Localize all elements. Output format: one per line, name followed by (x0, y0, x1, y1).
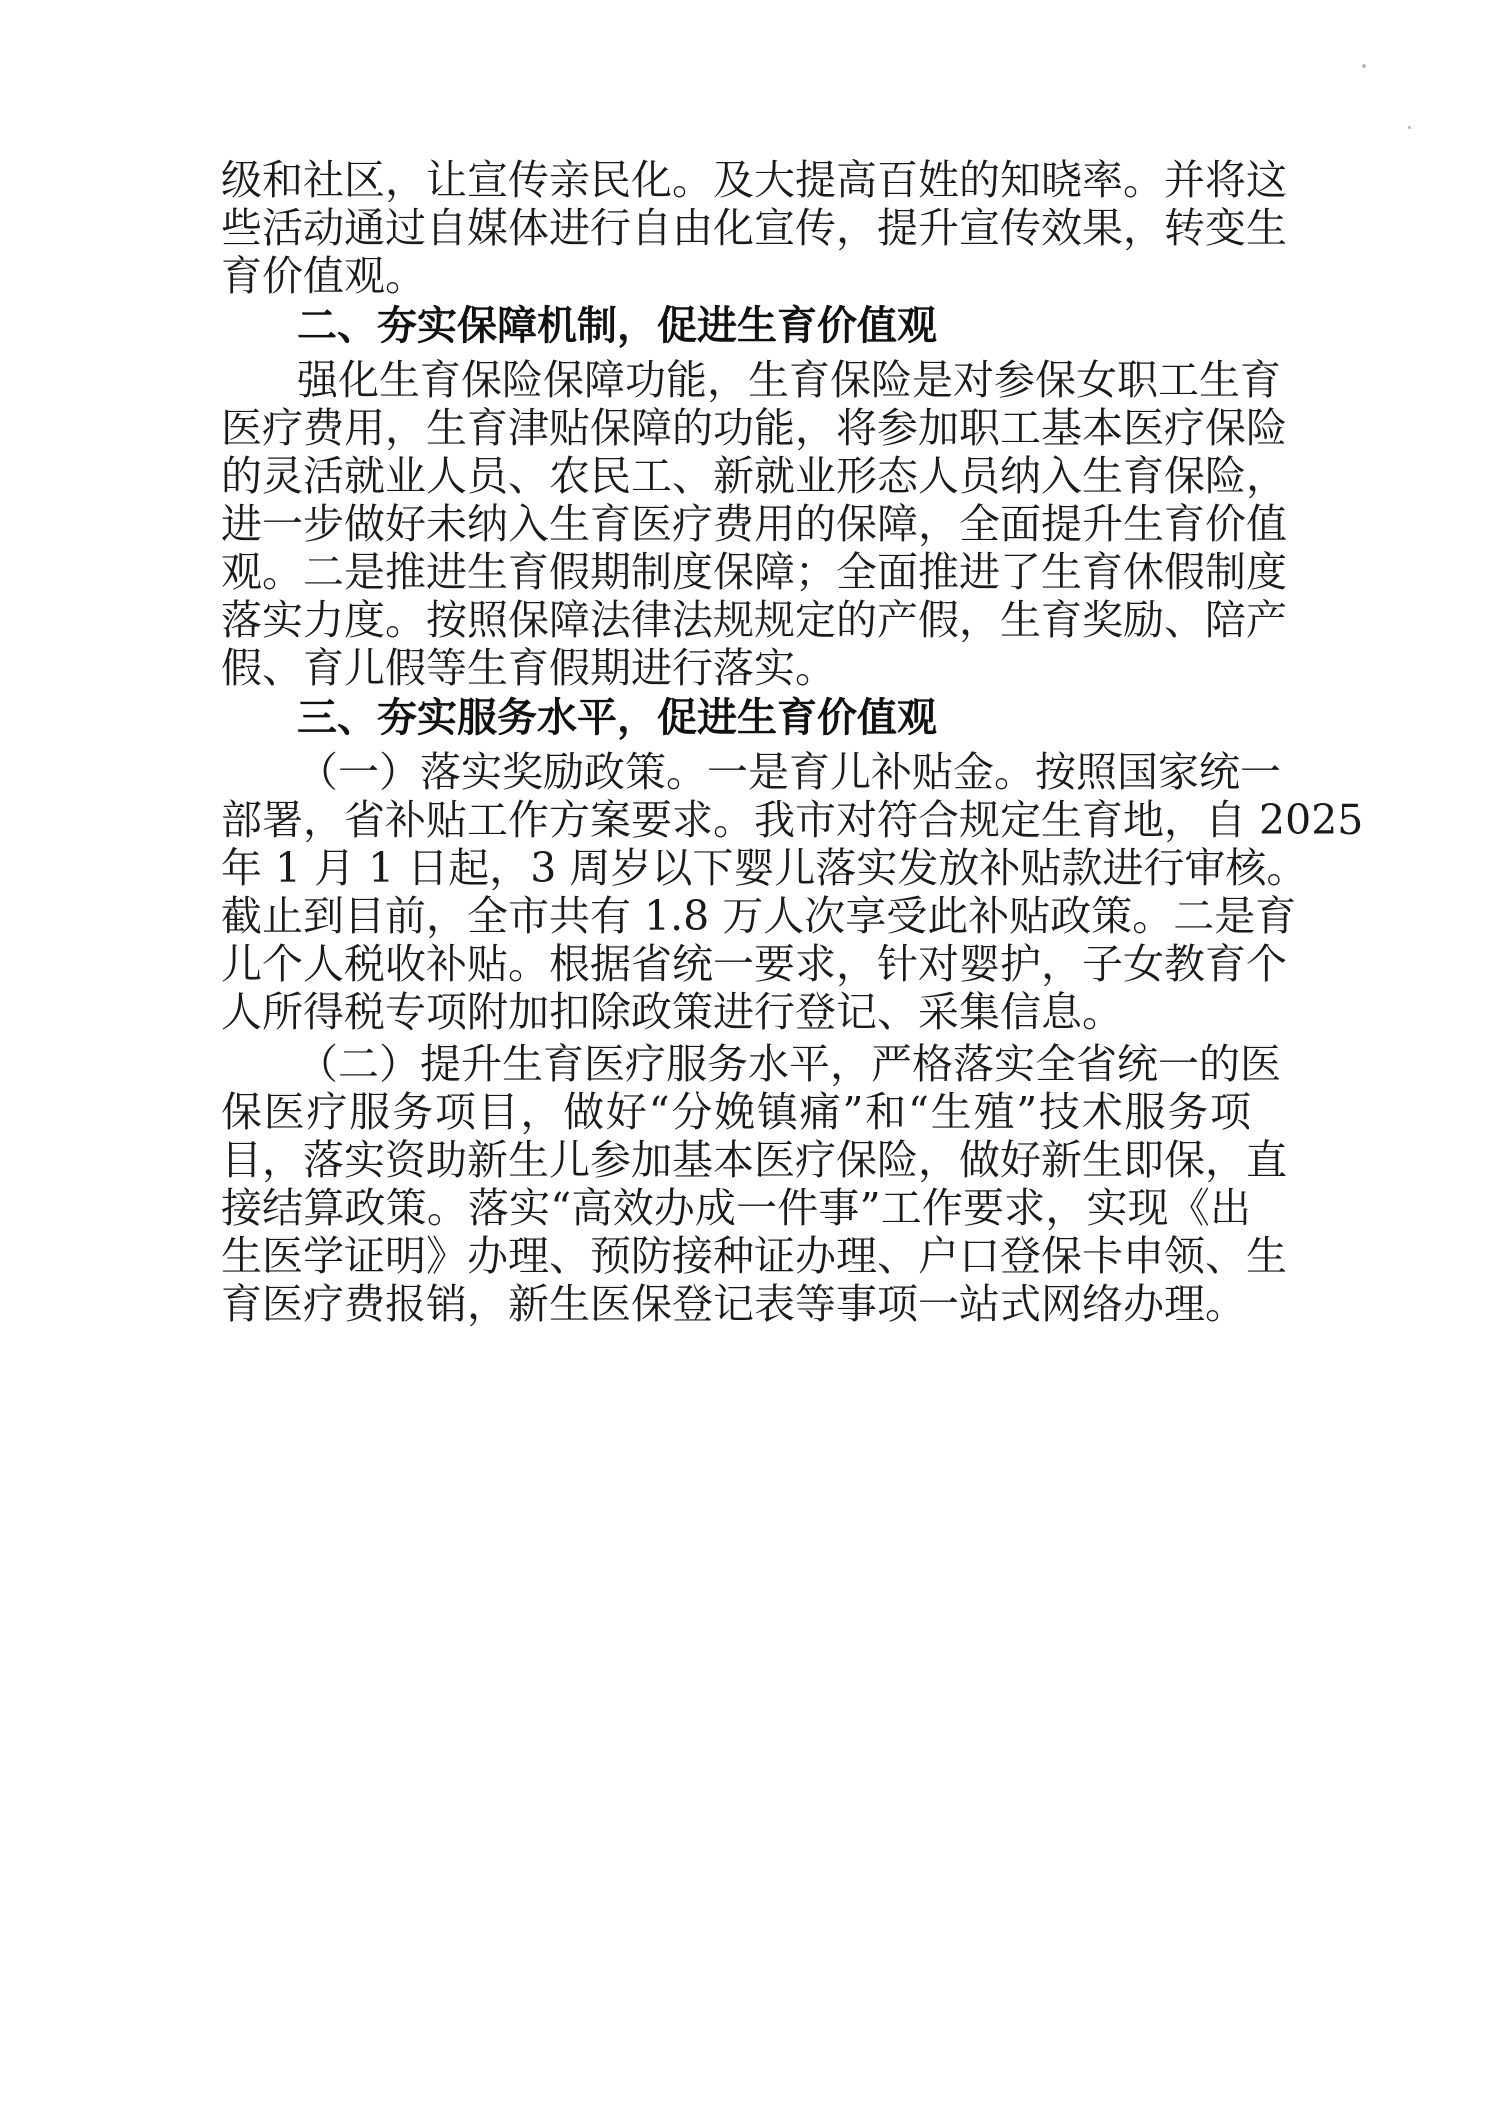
body-line: 接结算政策。落实“高效办成一件事”工作要求，实现《出 (221, 1184, 1251, 1232)
body-line: 育医疗费报销，新生医保登记表等事项一站式网络办理。 (221, 1280, 1246, 1328)
body-line: （二）提升生育医疗服务水平，严格落实全省统一的医 (297, 1040, 1281, 1088)
body-line: 医疗费用，生育津贴保障的功能，将参加职工基本医疗保险 (221, 404, 1287, 452)
section-heading: 三、夯实服务水平，促进生育价值观 (297, 695, 937, 741)
body-line: 落实力度。按照保障法律法规规定的产假，生育奖励、陪产 (221, 596, 1287, 644)
body-line: 观。二是推进生育假期制度保障；全面推进了生育休假制度 (221, 548, 1287, 596)
body-line: 进一步做好未纳入生育医疗费用的保障，全面提升生育价值 (221, 500, 1287, 548)
scan-speck (1408, 126, 1411, 129)
body-line: （一）落实奖励政策。一是育儿补贴金。按照国家统一 (297, 748, 1281, 796)
body-line: 目，落实资助新生儿参加基本医疗保险，做好新生即保，直 (221, 1136, 1287, 1184)
body-line: 级和社区，让宣传亲民化。及大提高百姓的知晓率。并将这 (221, 156, 1287, 204)
body-line: 强化生育保险保障功能，生育保险是对参保女职工生育 (297, 356, 1281, 404)
body-line: 年 1 月 1 日起，3 周岁以下婴儿落实发放补贴款进行审核。 (221, 844, 1308, 892)
body-line: 假、育儿假等生育假期进行落实。 (221, 644, 836, 692)
body-line: 生医学证明》办理、预防接种证办理、户口登保卡申领、生 (221, 1232, 1287, 1280)
body-line: 截止到目前，全市共有 1.8 万人次享受此补贴政策。二是育 (221, 892, 1297, 940)
body-line: 儿个人税收补贴。根据省统一要求，针对婴护，子女教育个 (221, 940, 1287, 988)
body-line: 保医疗服务项目，做好“分娩镇痛”和“生殖”技术服务项 (221, 1088, 1251, 1136)
scan-speck (1362, 64, 1366, 68)
body-line: 部署，省补贴工作方案要求。我市对符合规定生育地，自 2025 (221, 796, 1364, 844)
section-heading: 二、夯实保障机制，促进生育价值观 (297, 303, 937, 349)
body-line: 人所得税专项附加扣除政策进行登记、采集信息。 (221, 988, 1123, 1036)
body-line: 些活动通过自媒体进行自由化宣传，提升宣传效果，转变生 (221, 204, 1287, 252)
body-line: 的灵活就业人员、农民工、新就业形态人员纳入生育保险， (221, 452, 1287, 500)
body-line: 育价值观。 (221, 252, 426, 300)
